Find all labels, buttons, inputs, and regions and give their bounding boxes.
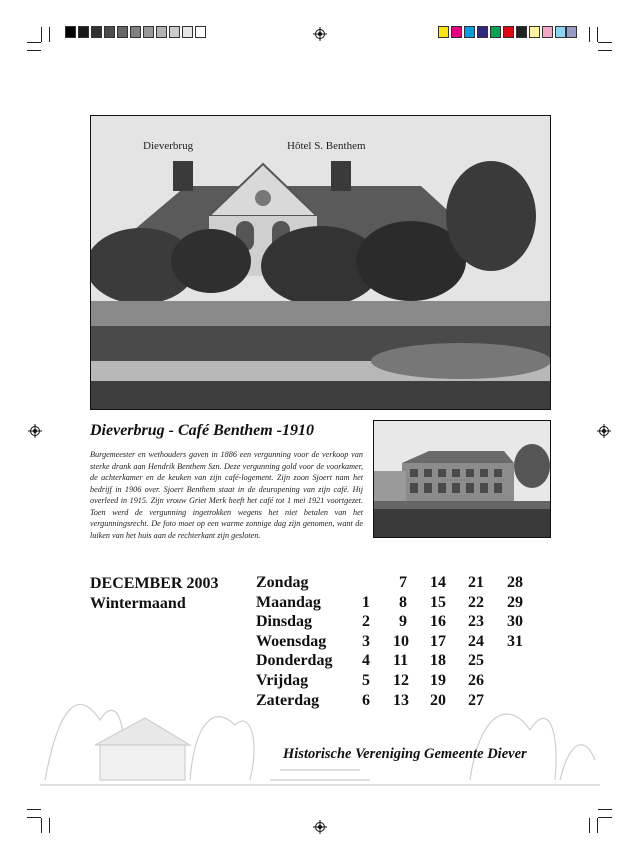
date-cell: 14: [430, 574, 446, 591]
date-cell: 12: [393, 671, 409, 689]
date-cell: 10: [393, 632, 409, 650]
date-cell: 7: [399, 574, 407, 591]
caption-body: Burgemeester en wethouders gaven in 1886 een vergunning voor de verkoop van sterke drank aan Hendrik Benthem Szn. Deze vergunning gold voor de voorkamer, de achterkamer en de keuken van zijn café-logement. Zijn zoon Sjoert nam het bedrijf in 1906 over. Sjoert Benthem staat in de deuropening van zijn café. Hij overleed in 1915. Zijn vrouw Griet Merk heeft het café tot 1 mei 1921 voortgezet. Toen werd de vergunning ingetrokken wegens het niet betalen van het vergunningsrecht. De foto moet op een warme zonnige dag zijn genomen, want de luiken van het huis aan de rechterkant zijn gesloten.: [90, 450, 363, 540]
calendar-month-block: [90, 574, 218, 614]
publisher-footer: Historische Vereniging Gemeente Diever: [283, 746, 527, 762]
date-cell: 18: [430, 652, 446, 670]
registration-mark-bottom: [313, 820, 327, 834]
date-cell: 31: [507, 632, 523, 650]
weekday-label: Woensdag: [256, 632, 327, 650]
village-sketch-illustration: [40, 680, 600, 790]
date-cell: 1: [362, 593, 370, 611]
date-cell: 20: [430, 691, 446, 709]
weekday-label: Maandag: [256, 593, 321, 611]
date-cell: 30: [507, 613, 523, 631]
registration-mark-left: [28, 424, 42, 438]
photo-label-left: Dieverbrug: [143, 140, 194, 152]
calendar-month-name: Wintermaand: [90, 595, 186, 612]
registration-mark-top: [313, 27, 327, 41]
weekday-label: Zondag: [256, 574, 309, 591]
date-cell: 24: [468, 632, 484, 650]
date-cell: 16: [430, 613, 446, 631]
date-cell: 9: [399, 613, 407, 631]
date-cell: 19: [430, 671, 446, 689]
date-cell: 3: [362, 632, 370, 650]
calendar-row: [256, 633, 556, 653]
date-cell: 26: [468, 671, 484, 689]
calendar-row: [256, 594, 556, 614]
date-cell: 28: [507, 574, 523, 591]
weekday-label: Zaterdag: [256, 691, 320, 709]
date-cell: 25: [468, 652, 484, 670]
date-cell: 27: [468, 691, 484, 709]
date-cell: 4: [362, 652, 370, 670]
date-cell: 13: [393, 691, 409, 709]
date-cell: 17: [430, 632, 446, 650]
date-cell: 21: [468, 574, 484, 591]
date-cell: 8: [399, 593, 407, 611]
registration-mark-right: [597, 424, 611, 438]
calendar-row: [256, 574, 556, 594]
modern-photo-building: [373, 420, 551, 538]
calendar-row: [256, 613, 556, 633]
date-cell: 15: [430, 593, 446, 611]
date-cell: 29: [507, 593, 523, 611]
historic-photo-cafe-benthem: [90, 115, 551, 410]
photo-label-right: Hôtel S. Benthem: [287, 140, 366, 152]
photo-illustration: [91, 116, 550, 409]
weekday-label: Dinsdag: [256, 613, 313, 631]
weekday-label: Vrijdag: [256, 671, 309, 689]
date-cell: 23: [468, 613, 484, 631]
date-cell: 11: [393, 652, 409, 670]
date-cell: 6: [362, 691, 370, 709]
weekday-label: Donderdag: [256, 652, 333, 670]
caption-title: Dieverbrug - Café Benthem -1910: [90, 422, 314, 439]
date-cell: 22: [468, 593, 484, 611]
calendar-month: DECEMBER 2003: [90, 575, 219, 592]
date-cell: 2: [362, 613, 370, 631]
calendar-row: [256, 652, 556, 672]
date-cell: 5: [362, 671, 370, 689]
modern-photo-illustration: [374, 421, 550, 537]
